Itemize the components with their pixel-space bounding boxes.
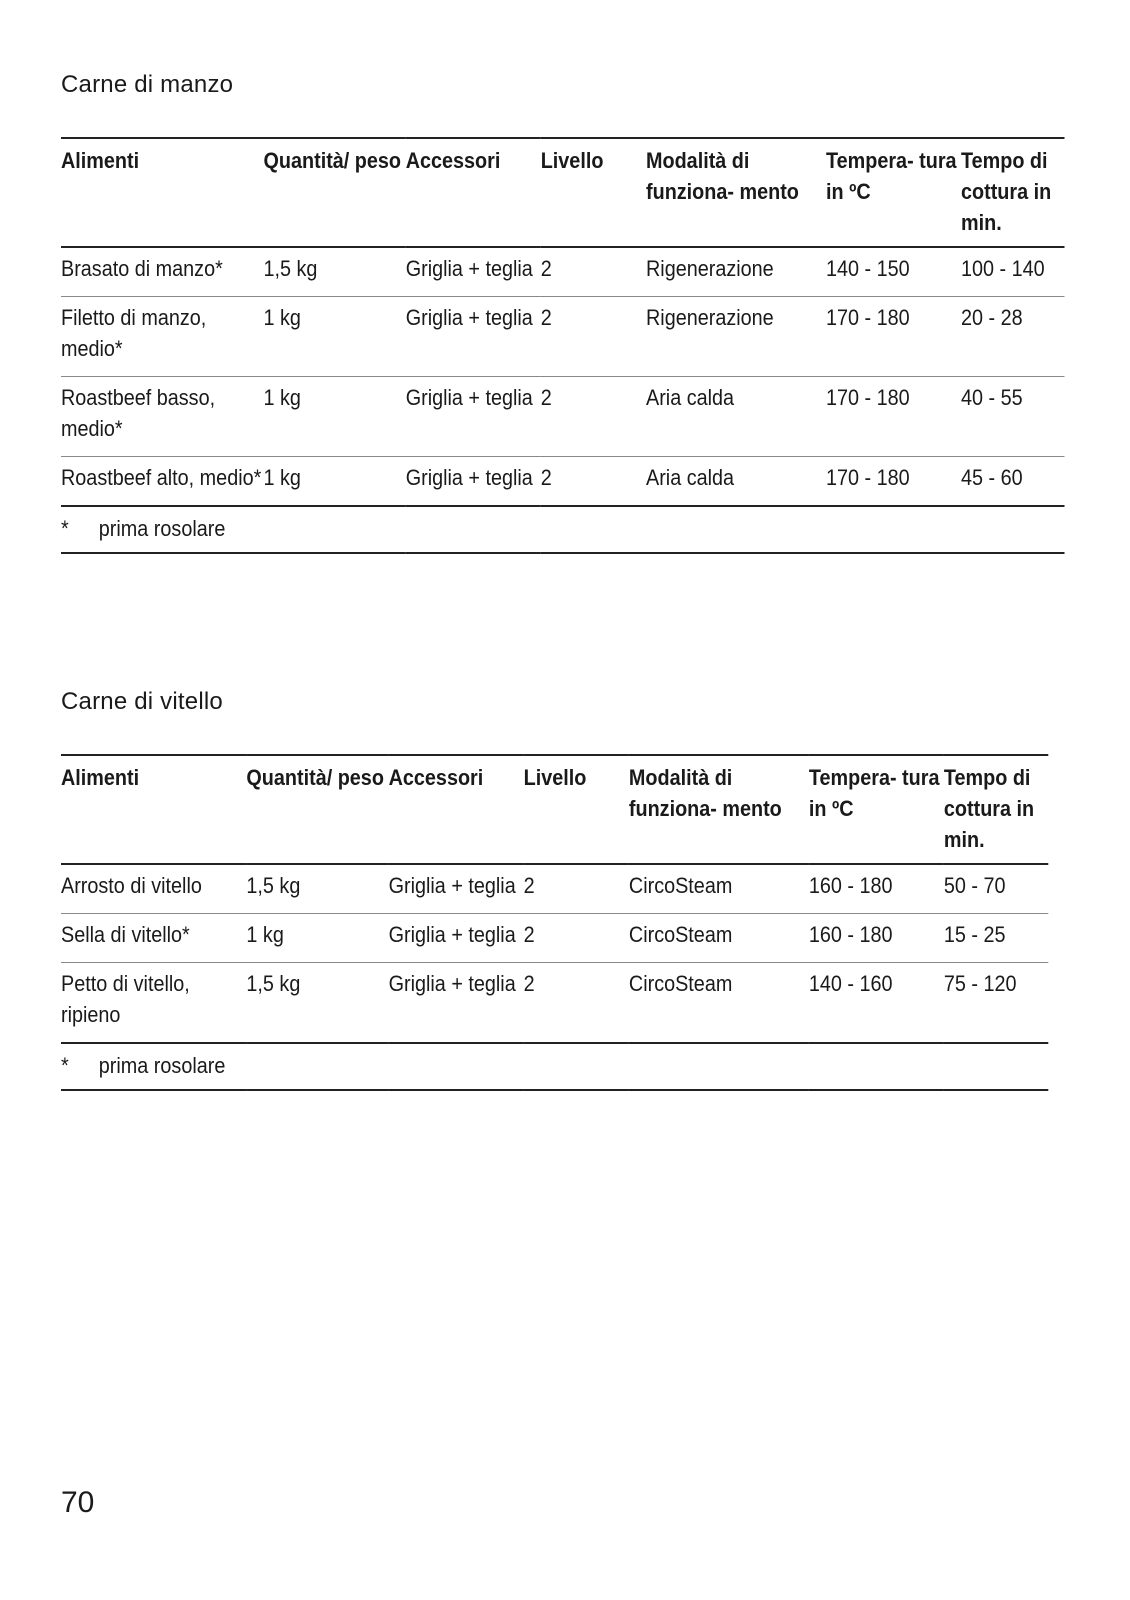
cell-livello: 2: [540, 305, 552, 330]
cell-accessori: Griglia + teglia: [405, 305, 533, 330]
cell-livello: 2: [523, 922, 535, 947]
col-header-accessori: Accessori: [405, 148, 501, 173]
section-title-manzo: Carne di manzo: [61, 71, 234, 98]
cell-accessori: Griglia + teglia: [388, 971, 516, 996]
cell-alimento: Brasato di manzo*: [61, 256, 223, 281]
cell-quantita: 1 kg: [263, 305, 301, 330]
section-title-vitello: Carne di vitello: [61, 688, 223, 715]
table-row: [61, 247, 1065, 297]
col-header-quantita: Quantità/ peso: [246, 765, 384, 790]
col-header-alimenti: Alimenti: [61, 765, 140, 790]
col-header-temperatura: Tempera- tura in ºC: [808, 765, 940, 821]
cell-quantita: 1,5 kg: [246, 971, 301, 996]
cell-tempo: 100 - 140: [961, 256, 1045, 281]
cell-tempo: 15 - 25: [943, 922, 1006, 947]
table-vitello: [61, 754, 1048, 1091]
cell-alimento: Roastbeef alto, medio*: [61, 465, 262, 490]
col-header-modalita: Modalità di funziona- mento: [628, 765, 782, 821]
col-header-tempo: Tempo di cottura in min.: [943, 765, 1035, 852]
table-manzo: [61, 137, 1065, 554]
cell-temperatura: 170 - 180: [826, 305, 910, 330]
cell-quantita: 1 kg: [246, 922, 284, 947]
table-row: [61, 377, 1065, 457]
col-header-alimenti: Alimenti: [61, 148, 140, 173]
cell-accessori: Griglia + teglia: [388, 873, 516, 898]
cell-alimento: Petto di vitello, ripieno: [61, 971, 190, 1027]
cell-modalita: Rigenerazione: [646, 256, 774, 281]
col-header-temperatura: Tempera- tura in ºC: [826, 148, 957, 204]
footnote-mark: *: [61, 516, 69, 541]
cell-modalita: CircoSteam: [628, 873, 733, 898]
col-header-quantita: Quantità/ peso: [263, 148, 402, 173]
footnote-text: prima rosolare: [98, 516, 226, 541]
cell-modalita: Aria calda: [646, 385, 735, 410]
cell-tempo: 50 - 70: [943, 873, 1006, 898]
footnote: [61, 1043, 1048, 1090]
cell-modalita: Aria calda: [646, 465, 735, 490]
cell-alimento: Sella di vitello*: [61, 922, 190, 947]
cell-accessori: Griglia + teglia: [388, 922, 516, 947]
table-row: [61, 963, 1048, 1044]
cell-accessori: Griglia + teglia: [405, 385, 533, 410]
cell-quantita: 1 kg: [263, 465, 301, 490]
cell-tempo: 75 - 120: [943, 971, 1017, 996]
cell-alimento: Arrosto di vitello: [61, 873, 202, 898]
cell-quantita: 1,5 kg: [246, 873, 301, 898]
cell-accessori: Griglia + teglia: [405, 465, 533, 490]
col-header-tempo: Tempo di cottura in min.: [961, 148, 1052, 235]
cell-livello: 2: [523, 971, 535, 996]
table-header-row: [61, 755, 1048, 864]
table-header-row: [61, 138, 1065, 247]
cell-accessori: Griglia + teglia: [405, 256, 533, 281]
table-row: [61, 297, 1065, 377]
col-header-livello: Livello: [523, 765, 587, 790]
footnote-mark: *: [61, 1053, 69, 1078]
cell-tempo: 40 - 55: [961, 385, 1023, 410]
cell-livello: 2: [540, 385, 552, 410]
cell-temperatura: 160 - 180: [808, 873, 893, 898]
cell-modalita: Rigenerazione: [646, 305, 774, 330]
footnote-text: prima rosolare: [98, 1053, 226, 1078]
cell-temperatura: 140 - 160: [808, 971, 893, 996]
cell-tempo: 45 - 60: [961, 465, 1023, 490]
cell-temperatura: 140 - 150: [826, 256, 910, 281]
footnote: [61, 506, 1065, 553]
table-footnote-row: [61, 1043, 1048, 1090]
cell-quantita: 1 kg: [263, 385, 301, 410]
page-number: 70: [61, 1486, 95, 1519]
cell-tempo: 20 - 28: [961, 305, 1023, 330]
table-footnote-row: [61, 506, 1065, 553]
col-header-livello: Livello: [540, 148, 604, 173]
cell-livello: 2: [540, 256, 552, 281]
cell-alimento: Roastbeef basso, medio*: [61, 385, 216, 441]
cell-modalita: CircoSteam: [628, 922, 733, 947]
cell-livello: 2: [523, 873, 535, 898]
cell-livello: 2: [540, 465, 552, 490]
cell-temperatura: 170 - 180: [826, 385, 910, 410]
cell-modalita: CircoSteam: [628, 971, 733, 996]
col-header-accessori: Accessori: [388, 765, 484, 790]
cell-temperatura: 160 - 180: [808, 922, 893, 947]
cell-alimento: Filetto di manzo, medio*: [61, 305, 207, 361]
col-header-modalita: Modalità di funziona- mento: [646, 148, 799, 204]
table-row: [61, 457, 1065, 507]
cell-quantita: 1,5 kg: [263, 256, 318, 281]
table-row: [61, 864, 1048, 914]
table-row: [61, 914, 1048, 963]
cell-temperatura: 170 - 180: [826, 465, 910, 490]
